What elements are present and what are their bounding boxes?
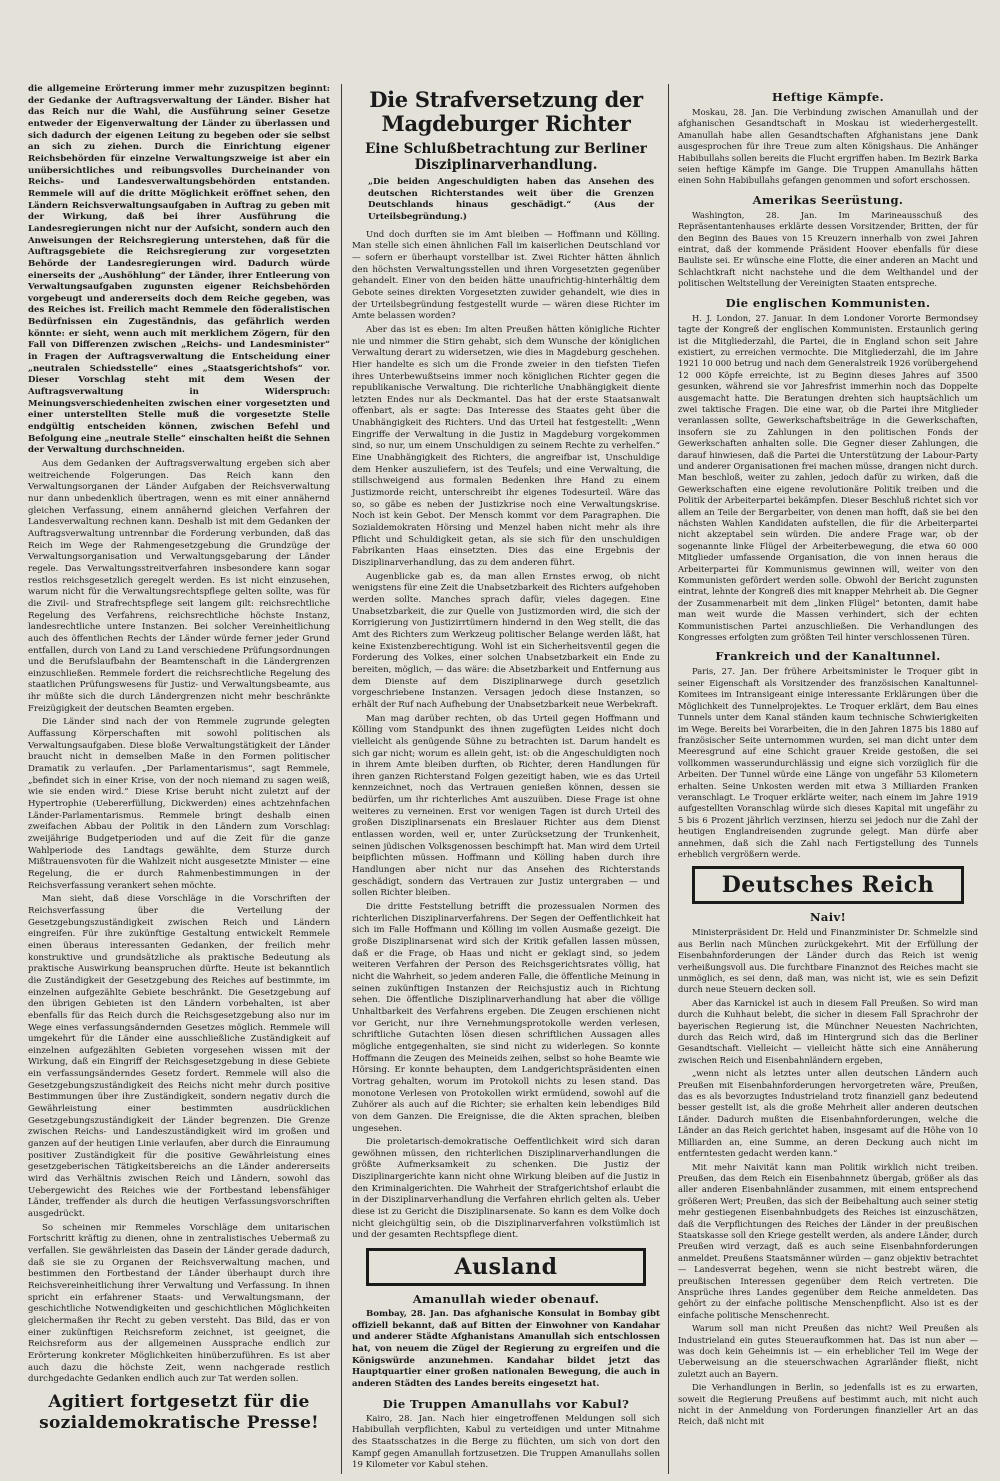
news-text: Moskau, 28. Jan. Die Verbindung zwischen Amanullah und der afghanischen Gesandtschaft in Moskau ist wiederhergestellt. Amanullah habe allen Gesandtschaften Afghanistans jene Dank ausgesprochen für ihre Treue zum alten Königshaus. Die Anhänger Habibullahs sollen bereits die Flucht ergriffen haben. Im Bezirk Barka seien heftige Kämpfe im Gange. Die Truppen Amanullahs hätten einen Sohn Habibullahs gefangen genommen und sofort erschossen.: [678, 107, 978, 186]
article-paragraph: Die dritte Feststellung betrifft die prozessualen Normen des richterlichen Disziplinarverfahrens. Der Segen der Oeffentlichkeit hat sich im Falle Hoffmann und Kölling im vollen Ausmaße gezeigt. Die große Disziplinarsenat wird sich der Kritik gefallen lassen müssen, daß er die Frage, ob Haas und nicht er geklagt sind, so jedem weiteren Verfahren der Person des Reichsgerichtsrates völlig, hat nicht die Wahrheit, so jedem anderen Falle, die öffentliche Meinung in seinen zukünftigen Instanzen der Reichsjustiz auch in Richtung sehen. Die öffentliche Disziplinarverhandlung hat aber die völlige Unhaltbarkeit des Verfahrens ergeben. Die Zeugen erschienen nicht vor Gericht, nur ihre Vernehmungsprotokolle werden verlesen, schriftliche Gutachten lösen diesen schriftlichen Aussagen alles mögliche entgegenhalten, sie sind nicht zu widerlegen. So konnte Hoffmann die Zeugen des Meineids zeihen, selbst so hohe Beamte wie Hörsing. Er konnte behaupten, dem Landgerichtspräsidenten einen Vortrag gehalten, worum im Protokoll nichts zu lesen stand. Das monotone Verlesen von Protokollen wirkt ermüdend, sowohl auf die Zuhörer als auch auf die Richter; sie erhalten kein lebendiges Bild von dem Ganzen. Die Ereignisse, die die Akten sprachen, bleiben ungesehen.: [352, 902, 660, 1134]
article-paragraph: Augenblicke gab es, da man allen Ernstes erwog, ob nicht wenigstens für eine Zeit die Unabsetzbarkeit des Richters aufgehoben werden sollte. Manches sprach dafür, vieles dagegen. Eine Unabsetzbarkeit, die zur Quelle von Justizmorden wird, die sich der Korrigierung von Justizirrtümern hindernd in den Weg stellt, die das Amt des Richters zum Werkzeug politischer Belange werden läßt, hat keine Existenzberechtigung. Wohl ist ein Sicherheitsventil gegen die Forderung des Volkes, einer solchen Unabsetzbarkeit ein Ende zu bereiten, möglich, — das wäre: die Absetzbarkeit und Entfernung aus dem Dienste auf dem Disziplinarwege durch gesetzlich vorgeschriebene Instanzen. Versagen jedoch diese Instanzen, so erhält der Ruf nach Aufhebung der Unabsetzbarkeit neue Werbekraft.: [352, 571, 660, 710]
article-quote: „Die beiden Angeschuldigten haben das Ansehen des deutschen Richterstandes weit über die Grenzen Deutschlands hinaus geschädigt.“ (Aus der Urteilsbegründung.): [368, 177, 654, 222]
section-box-ausland: Ausland: [366, 1248, 646, 1286]
news-heading: Amerikas Seerüstung.: [752, 192, 904, 207]
news-text: Bombay, 28. Jan. Das afghanische Konsulat in Bombay gibt offiziell bekannt, daß auf Bitten der Einwohner von Kandahar und anderer Städte Afghanistans Amanullah sich entschlossen hat, von neuem die Zügel der Regierung zu ergreifen und die Königswürde anzunehmen. Kandahar bildet jetzt das Hauptquartier einer großen nationalen Bewegung, die auch in anderen Städten des Landes bereits eingesetzt hat.: [352, 1309, 660, 1389]
article-paragraph: Die proletarisch-demokratische Oeffentlichkeit wird sich daran gewöhnen müssen, den richterlichen Disziplinarverhandlungen die größte Aufmerksamkeit zu schenken. Die Justiz der Disziplinargerichte kann nicht ohne Wirkung bleiben auf die Justiz in den Kriminalgerichten. Die Wahrheit der Strafgerichtshof erlaubt die in der Disziplinarverhandlung die Verfahren ehrlich gelten als. Ueber diese ist zu Gericht die Disziplinarsenate. So kann es dem Volke doch nicht gleichgültig sein, ob die Disziplinarverfahren volkstümlich ist und der gesamten Rechtspflege dient.: [352, 1137, 660, 1241]
article-paragraph: Die Länder sind nach der von Remmele zugrunde gelegten Auffassung Körperschaften mit sowohl politischen als Verwaltungsaufgaben. Diese bloße Verwaltungstätigkeit der Länder braucht nicht in demselben Maße in den Formen politischer Dramatik zu verlaufen. „Der Parlamentarismus“, sagt Remmele, „befindet sich in einer Krise, von der noch niemand zu sagen weiß, wie sie enden wird.“ Diese Krise beruht nicht zuletzt auf der Hypertrophie (Uebererfüllung, Dickwerden) eines achtzehnfachen Länder-Parlamentarismus. Remmele bringt deshalb einen zweifachen Abbau der Politik in den Ländern zum Vorschlag: zweijährige Budgetperioden und auf die Zeit für die ganze Wahlperiode des Landtags gewählte, dem Sturze durch Mißtrauensvoten für die Wahlzeit nicht ausgesetzte Minister — eine Regelung, die er durch Rahmenbestimmungen in der Reichsverfassung verankert sehen möchte.: [28, 717, 330, 891]
article-paragraph: Man mag darüber rechten, ob das Urteil gegen Hoffmann und Kölling vom Standpunkt des ihnen zugefügten Leides nicht doch vielleicht als genügende Sühne zu betrachten ist. Darum handelt es sich gar nicht; worum es allein geht, ist: ob die Angeschuldigten noch in ihrem Amte bleiben durften, ob Richter, deren Handlungen für ihren ganzen Richterstand Folgen gezeitigt haben, wie es das Urteil kennzeichnet, noch das Vertrauen genießen können, dessen sie bedürfen, um ihr richterliches Amt auszuüben. Diese Frage ist ohne weiteres zu verneinen. Erst vor wenigen Tagen ist durch Urteil des großen Disziplinarsenats ein Breslauer Richter aus dem Dienst entlassen worden, weil er, unter Zurücksetzung der Trunkenheit, seinen jüdischen Volksgenossen beschimpft hat. Man wird dem Urteil beipflichten müssen. Hoffmann und Kölling haben durch ihre Handlungen aber nicht nur das Ansehen des Richterstands geschädigt, sondern das Vertrauen zur Justiz untergraben — und sollen Richter bleiben.: [352, 713, 660, 899]
article-paragraph: Man sieht, daß diese Vorschläge in die Vorschriften der Reichsverfassung über die Verteilung der Gesetzgebungszuständigkeit zwischen Reich und Ländern eingreifen. Für ihre zukünftige Gestaltung entwickelt Remmele einen überaus interessanten Gedanken, der freilich mehr konstruktive und grundsätzliche als praktische Bedeutung als praktische Auswirkung beanspruchen dürfte. Heute ist bekanntlich die Zuständigkeit der Gesetzgebung des Reiches auf bestimmte, im einzelnen aufgezählte Gebiete beschränkt. Die Gesetzgebung auf den übrigen Gebieten ist den Ländern vorbehalten, ist aber ebenfalls für das Reich durch die Reichsgesetzgebung also nur im Wege eines verfassungsändernden Gesetzes möglich. Remmele will umgekehrt für die Länder eine ausschließliche Zuständigkeit auf einzelnen aufgezählten Gebieten vorgesehen wissen mit der Wirkung, daß ein Eingriff der Reichsgesetzgebung in diese Gebiete ein verfassungsänderndes Gesetz fordert. Remmele will also die Gesetzgebungszuständigkeit des Reichs nicht mehr durch positive Bestimmungen über ihre Zuständigkeit, sondern negativ durch die Gewährleistung einer bestimmten ausdrücklichen Gesetzgebungszuständigkeit der Länder begrenzen. Die Grenze zwischen Reichs- und Landeszuständigkeit wird im großen und ganzen auf der heutigen Linie verlaufen, aber durch die Einraumung positiver Zuständigkeit für die positive Gewährleistung eines gesetzgeberischen Tätigkeitsbereichs an die Länder andererseits wird das Verhältnis zwischen Reich und Ländern, sowohl das Uebergewicht des Reiches wie der Fortbestand lebensfähiger Länder, treffender als durch die heutigen Verfassungsvorschriften ausgedrückt.: [28, 894, 330, 1219]
article-paragraph: „wenn nicht als letztes unter allen deutschen Ländern auch Preußen mit Eisenbahnforderungen hervorgetreten wäre, Preußen, das es als bevorzugtes Industrieland trotz finanziell ganz bedeutend besser gestellt ist, als die große Mehrheit aller anderen deutschen Länder. Dadurch mußten die Eisenbahnforderungen, welche die Länder an das Reich gerichtet haben, insgesamt auf die Höhe von 10 Milliarden an, eine Summe, an deren Deckung auch nicht im entferntesten gedacht werden kann.“: [678, 1068, 978, 1159]
article-paragraph: Ministerpräsident Dr. Held und Finanzminister Dr. Schmelzle sind aus Berlin nach München zurückgekehrt. Mit der Erfüllung der Eisenbahnforderungen der Länder durch das Reich ist wenig verheißungsvoll aus. Die furchtbare Finanznot des Reiches macht sie unmöglich, es sei denn, daß man, was nicht ist, wie es sein Defizit durch neue Steuern decken soll.: [678, 927, 978, 995]
article-paragraph: Aus dem Gedanken der Auftragsverwaltung ergeben sich aber weitreichende Folgerungen. Das Reich kann den Verwaltungsorganen der Länder Aufgaben der Reichsverwaltung nur dann unbedenklich übertragen, wenn es mit einer annähernd gleichen Verfassung, einem annähernd gleichen Verfahren der Landesverwaltung rechnen kann. Deshalb ist mit dem Gedanken der Auftragsverwaltung untrennbar die Forderung verbunden, daß das Reich im Wege der Rahmengesetzgebung die Grundzüge der Verwaltungsorganisation und Verwaltungsgebarung der Länder regele. Das Verwaltungsstreitverfahren insbesondere kann sogar restlos reichsgesetzlich geregelt werden. Es ist nicht einzusehen, warum nicht für die Verwaltungsrechtspflege gelten sollte, was für die Zivil- und Strafrechtspflege seit langem gilt: reichsrechtliche Regelung des Verfahrens, reichsrechtliche höchste Instanz, landesrechtliche untere Instanzen. Bei solcher Vereinheitlichung auch des öffentlichen Rechts der Länder würde ferner jeder Grund entfallen, durch von Land zu Land verschiedene Prüfungsordnungen und die Berufslaufbahn der Beamtenschaft in die Ländergrenzen einzuschließen. Remmele fordert die reichsrechtliche Regelung des staatlichen Prüfungswesens für Justiz- und Verwaltungsbeamte, aus ihr müßte sich die durch Ländergrenzen nicht mehr beschränkte Freizügigkeit der deutschen Beamten ergeben.: [28, 459, 330, 714]
column-divider: [668, 84, 669, 1474]
section-box-deutsches-reich: Deutsches Reich: [692, 866, 964, 904]
article-paragraph: Und doch durften sie im Amt bleiben — Hoffmann und Kölling. Man stelle sich einen ähnlichen Fall im kaiserlichen Deutschland vor — sofern er überhaupt vorstellbar ist. Zwei Richter hätten ähnlich den höchsten Verwaltungsstellen und ihren Vorgesetzten gegenüber gehandelt. Einer von den beiden hätte unaufrichtig-hinterhältig dem Gebote seines direkten Vorgesetzten zuwider gehandelt, wie dies in der Urteilsbegründung festgestellt wurde — wären diese Richter im Amte belassen worden?: [352, 229, 660, 322]
article-paragraph: Aber das ist es eben: Im alten Preußen hätten königliche Richter nie und nimmer die Stirn gehabt, sich dem Wunsche der königlichen Verwaltung derart zu widersetzen, wie dies in Magdeburg geschehen. Hier handelte es sich um die Fronde zweier in den tiefsten Tiefen ihres Unterbewußtseins immer noch königlichen Richter gegen die republikanische Verwaltung. Die richterliche Unabhängigkeit diente letzten Endes nur als Deckmantel. Das hat der erste Staatsanwalt offenbart, als er sagte: Das Interesse des Staates geht über die Unabhängigkeit des Richters. Und das Urteil hat festgestellt: „Wenn Eingriffe der Verwaltung in die Justiz in Magdeburg vorgekommen sind, so nur, um einem Unschuldigen zu seinem Rechte zu verhelfen.“ Eine Unabhängigkeit des Richters, die angreifbar ist, Unschuldige dem Henker auszuliefern, ist des Teufels; und eine Verwaltung, die stillschweigend aus formalen Bedenken ihre Hand zu einem Justizmorde reicht, unterschreibt ihr eigenes Todesurteil. Wäre das so, so gäbe es neben der Justizkrise noch eine Verwaltungskrise. Noch ist kein Gebot. Der Mensch kommt vor dem Paragraphen. Die Sozialdemokraten Hörsing und Menzel haben nicht mehr als ihre Pflicht und Schuldigkeit getan, als sie sich für den unschuldigen Fabrikanten Haas einsetzten. Dies das eine Ergebnis der Disziplinarverhandlung, das zu dem anderen führt.: [352, 324, 660, 568]
article-paragraph: Mit mehr Naivität kann man Politik wirklich nicht treiben. Preußen, das dem Reich ein Eisenbahnnetz übergab, größer als das aller anderen Eisenbahnländer zusammen, mit einem entsprechend größeren Wert; Preußen, das sich der Beibehaltung auch seiner stetig mehr gestiegenen Eisenbahnbudgets des Reiches ist einzuschätzen, daß die Verpflichtungen des Reiches der Länder in der preußischen Staatskasse soll den Kriege gestellt werden, als andere Länder, durch Preußen wird verzagt, daß es auch seine Eisenbahnforderungen anmeldet. Preußens Staatsmänner würden — ganz objektiv betrachtet — Landesverrat begehen, wenn sie nicht bestrebt wären, die preußischen Interessen gegenüber dem Reich vertreten. Die Ansprüche ihres Landes gegenüber dem Reiche anmeldeten. Das gehört zu der einfache politische Menschenpflicht. Also ist es der einfache politische Menschenrecht.: [678, 1161, 978, 1320]
news-text: Paris, 27. Jan. Der frühere Arbeitsminister le Troquer gibt in seiner Eigenschaft als Vorsitzender des französischen Kanaltunnel-Komitees im Intransigeant einige interessante Erklärungen über die Möglichkeit des Tunnelprojektes. Le Troquer erklärt, dem Bau eines Tunnels unter dem Kanal ständen kaum technische Schwierigkeiten im Wege. Bereits bei Vorarbeiten, die in den Jahren 1875 bis 1880 auf französischer Seite unternommen wurden, sei man dicht unter dem Meeresgrund auf eine Schicht grauer Kreide gestoßen, die sei vollkommen wasserundurchlässig und eigne sich vorzüglich für die Arbeiten. Der Tunnel würde eine Länge von ungefähr 53 Kilometern erhalten. Seine Unkosten werden mit etwa 3 Milliarden Franken veranschlagt. Le Troquer erklärte weiter, nach einem im Jahre 1919 aufgestellten Voranschlag würde sich dieses Kapital mit ungefähr zu 5 bis 6 Prozent jährlich verzinsen, hierzu sei jedoch nur die Zahl der heutigen Englandreisenden zugrunde gelegt. Man dürfe aber annehmen, daß sich die Zahl nach Fertigstellung des Tunnels erheblich vergrößern werde.: [678, 666, 978, 859]
news-text: Washington, 28. Jan. Im Marineausschuß des Repräsentantenhauses erklärte dessen Vorsitzender, Britten, der für den Beginn des Baues von 15 Kreuzern innerhalb von zwei Jahren eintrat, daß der kommende Präsident Hoover ebenfalls für diese Bauliste sei. Er wünsche eine Flotte, die einer anderen an Macht und Schlachtkraft nicht nachstehe und die dem Welthandel und der politischen Weltstellung der Vereinigten Staaten entspreche.: [678, 209, 978, 289]
news-heading: Amanullah wieder obenauf.: [412, 1292, 600, 1307]
news-heading: Die englischen Kommunisten.: [725, 295, 931, 310]
column-strafversetzung: [352, 84, 660, 1474]
article-paragraph: Aber das Karnickel ist auch in diesem Fall Preußen. So wird man durch die Kuhhaut belebt, die sicher in diesem Fall Sprachrohr der bayerischen Regierung ist, die Münchner Neuesten Nachrichten, durch das Reich wird, daß im Hintergrund sich das die Berliner Gesandtschaft. Vielleicht — vielleicht hätte sich eine Annäherung zwischen Reich und Eisenbahnländern ergeben,: [678, 997, 978, 1065]
agitation-slogan: Agitiert fortgesetzt für die sozialdemokratische Presse!: [39, 1391, 319, 1433]
article-paragraph: Warum soll man nicht Preußen das nicht? Weil Preußen als Industrieland ein gutes Steueraufkommen hat. Das ist nun aber — was doch kein Geheimnis ist — ein erheblicher Teil im Wege der Ueberweisung an die steuerschwachen Agrarländer fließt, nicht zuletzt auch an Bayern.: [678, 1323, 978, 1379]
column-divider: [341, 84, 342, 1474]
news-heading: Frankreich und der Kanaltunnel.: [715, 649, 941, 664]
column-reichsreform: [28, 84, 330, 1436]
news-text: H. J. London, 27. Januar. In dem Londoner Vororte Bermondsey tagte der Kongreß der englischen Kommunisten. Erstaunlich gering ist die Mitgliederzahl, die Partei, die in England schon seit Jahre existiert, zu erreichen vermochte. Die Mitgliederzahl, die im Jahre 1921 10 000 betrug und nach dem Generalstreik 1926 vorübergehend 12 000 Köpfe erreichte, ist zu Beginn dieses Jahres auf 3500 gesunken, während sie vor Jahresfrist immerhin noch das Doppelte ausgemacht hatte. Die Beratungen drehten sich hauptsächlich um zwei taktische Fragen. Die eine war, ob die Partei ihre Mitglieder veranlassen sollte, Gewerkschaftsbeiträge in die Gewerkschaften, insofern sie zu Zahlungen in den politischen Fonds der Gewerkschaften anhalten solle. Die Gegner dieser Zahlungen, die darauf hinwiesen, daß die Partei die Unterstützung der Labour-Party und anderer Organisationen frei machen müsse, drangen nicht durch. Man beschloß, weiter zu zahlen, jedoch dafür zu wirken, daß die Gewerkschaften eine eigene revolutionäre Politik treiben und die Politik der Arbeiterpartei bekämpfen. Dieser Beschluß richtet sich vor allem an Teile der Bergarbeiter, von denen man hofft, daß sie bei den nächsten Wahlen Kandidaten aufstellen, die für die Arbeiterpartei nicht akzeptabel sein würden. Die andere Frage war, ob der sogenannte linke Flügel der Arbeiterbewegung, die etwa 60 000 Mitglieder umfassende Organisation, die von innen heraus die Arbeiterpartei für Kommunismus gewinnen will, weiter von den Kommunisten gefördert werden solle. Obwohl der Bericht zugunsten eintrat, lehnte der Kongreß dies mit knapper Mehrheit ab. Die Gegner der Zusammenarbeit mit dem „linken Flügel“ betonten, damit habe man weit wurde die Massen verhindert, sich der echten Kommunistischen Partei anzuschließen. Die Verhandlungen des Kongresses erfolgten zum größten Teil hinter verschlossenen Türen.: [678, 312, 978, 643]
news-heading: Heftige Kämpfe.: [771, 90, 885, 104]
article-title: Die Strafversetzung der Magdeburger Richter: [369, 87, 643, 136]
article-paragraph: So scheinen mir Remmeles Vorschläge dem unitarischen Fortschritt kräftig zu dienen, ohne in zentralistisches Uebermaß zu verfallen. Sie gewährleisten das Dasein der Länder gerade dadurch, daß sie sie zu Organen der Reichsverwaltung machen, und bestimmen den Fortbestand der Länder überhaupt durch ihre Reichsvereinheitlichung ihrer Verwaltung und Verfassung. In ihnen spricht ein erfahrener Staats- und Verwaltungsmann, der geschichtliche Notwendigkeiten und geschichtlichen Möglichkeiten gleichermaßen ihr Recht zu geben versteht. Das Bild, das er von einer zukünftigen Reichsreform zeichnet, ist geeignet, die Reichsreform aus der allgemeinen Aussprache endlich zur Erörterung konkreter Möglichkeiten hinüberzuführen. Es ist aber auch dazu die höchste Zeit, wenn nachgerade restlich durchgedachte Gedanken endlich auch zur Tat werden sollen.: [28, 1222, 330, 1385]
news-heading: Die Truppen Amanullahs vor Kabul?: [382, 1396, 630, 1411]
news-text: Kairo, 28. Jan. Nach hier eingetroffenen Meldungen soll sich Habibullah verpflichten, Kabul zu verteidigen und unter Mitnahme des Staatsschatzes in die Berge zu flüchten, um sich von dort den Kampf gegen Amanullah fortzusetzen. Die Truppen Amanullahs sollen 19 Kilometer vor Kabul stehen.: [352, 1413, 660, 1471]
news-heading: Naiv!: [809, 910, 847, 925]
article-paragraph: Die Verhandlungen in Berlin, so jedenfalls ist es zu erwarten, soweit die Regierung Preußens auf bestimmt auch, mit nicht auch nicht in der Anmeldung von Forderungen finanzieller Art an das Reich, daß nicht mit: [678, 1382, 978, 1427]
article-paragraph: die allgemeine Erörterung immer mehr zuzuspitzen beginnt: der Gedanke der Auftragsverwaltung der Länder. Bisher hat das Reich nur die Wahl, die Ausführung seiner Gesetze entweder der Eigenverwaltung der Länder zu überlassen und sich dadurch der eigenen Leitung zu begeben oder sie selbst an sich zu ziehen. Durch die Einrichtung eigener Reichsbehörden für einzelne Verwaltungszweige ist aber ein unübersichtliches und reibungsvolles Durcheinander von Reichs- und Landesverwaltungsbehörden entstanden. Remmele will auf die dritte Möglichkeit eröffnet sehen, den Ländern Reichsverwaltungsaufgaben in Auftrag zu geben mit der Wirkung, daß bei ihrer Ausführung die Landesregierungen nicht nur der Aufsicht, sondern auch den Anweisungen der Reichsregierung unterstehen, daß für die Auftragsgebiete die Reichsregierung zur vorgesetzten Behörde der Landesregierungen wird. Dadurch würde einerseits der „Aushöhlung“ der Länder, ihrer Entleerung von Verwaltungsaufgaben zugunsten eigener Reichsbehörden vorgebeugt und andererseits doch dem Reiche gegeben, was des Reiches ist. Freilich macht Remmele den föderalistischen Bedürfnissen ein Zugeständnis, das gefährlich werden könnte: er sieht, wenn auch mit merklichem Zögern, für den Fall von Differenzen zwischen „Reichs- und Landesminister“ in Fragen der Auftragsverwaltung die Entscheidung einer „neutralen Schiedsstelle“ eines „Staatsgerichtshofs“ vor. Dieser Vorschlag steht mit dem Wesen der Auftragsverwaltung in Widerspruch: Meinungsverschiedenheiten zwischen einer vorgesetzten und einer unterstellten Stelle muß die vorgesetzte Stelle endgültig entscheiden können, zwischen Befehl und Befolgung eine „neutrale Stelle“ einschalten heißt die Sehnen der Verwaltung durchschneiden.: [28, 84, 330, 456]
column-ausland-reich: [678, 84, 978, 1430]
article-subtitle: Eine Schlußbetrachtung zur Berliner Disziplinarverhandlung.: [365, 141, 647, 173]
